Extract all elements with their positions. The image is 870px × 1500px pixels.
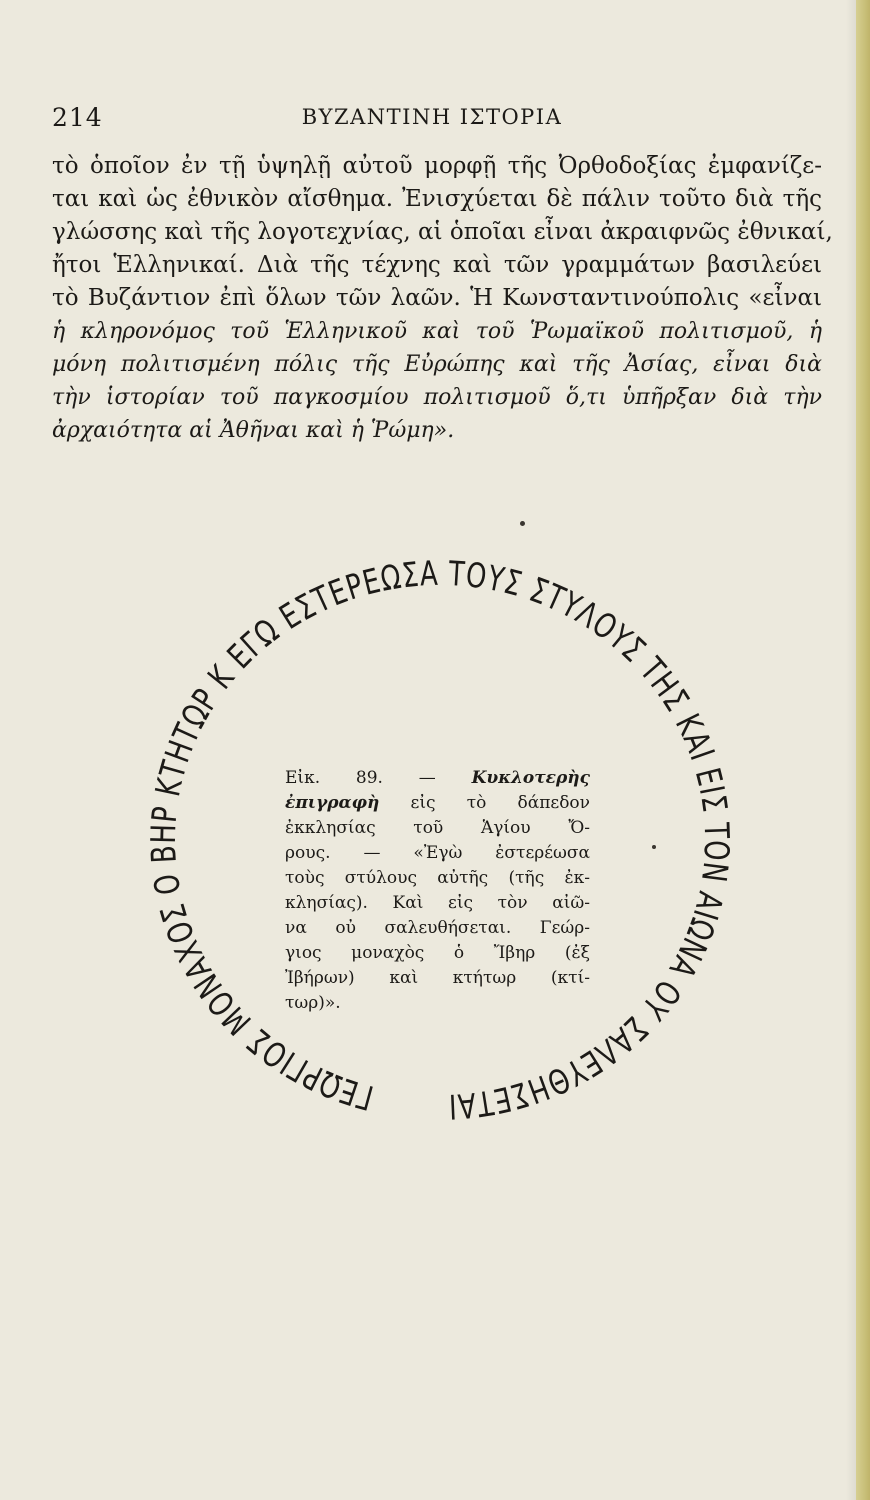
text-line: τὸ ὁποῖον ἐν τῇ ὑψηλῇ αὐτοῦ μορφῇ τῆς Ὀρθοδοξίας ἐμφανίζε- [52,153,822,179]
caption-line: κλησίας). Καὶ εἰς τὸν αἰῶ- [285,893,590,913]
caption-title: ἐπιγραφὴ [285,793,380,813]
quote-line: ἡ κληρονόμος τοῦ Ἑλληνικοῦ καὶ τοῦ Ῥωμαϊκοῦ πολιτισμοῦ, ἡ [52,319,822,344]
caption-title: Κυκλοτερὴς [471,768,590,788]
caption-line: γιος μοναχὸς ὁ Ἴβηρ (ἐξ [285,943,590,963]
running-head: ΒΥΖΑΝΤΙΝΗ ΙΣΤΟΡΙΑ [301,105,563,129]
caption-line [285,766,590,791]
inscription-dot [652,845,656,849]
body-text [52,150,833,447]
section-divider-dot [520,521,525,526]
page-number: 214 [52,103,103,132]
page-header [52,103,812,139]
caption-line: τωρ)». [285,993,341,1013]
caption-line: ἐκκλησίας τοῦ Ἁγίου Ὄ- [285,818,590,838]
text-line: ται καὶ ὡς ἐθνικὸν αἴσθημα. Ἐνισχύεται δὲ πάλιν τοῦτο διὰ τῆς [52,186,822,212]
caption-text: εἰς τὸ δάπεδον [379,793,590,813]
text-line: τὸ Βυζάντιον ἐπὶ ὅλων τῶν λαῶν. Ἡ Κωνσταντινούπολις «εἶναι [52,285,822,311]
text-line: γλώσσης καὶ τῆς λογοτεχνίας, αἱ ὁποῖαι εἶναι ἀκραιφνῶς ἐθνικαί, [52,219,833,245]
caption-line [285,791,590,816]
figure-caption [285,766,590,1016]
caption-label: Εἰκ. 89. — [285,768,472,788]
page-gutter-shadow [846,0,856,1500]
text-line: ἤτοι Ἑλληνικαί. Διὰ τῆς τέχνης καὶ τῶν γραμμάτων βασιλεύει [52,252,822,278]
page-edge [856,0,870,1500]
caption-line: τοὺς στύλους αὐτῆς (τῆς ἐκ- [285,868,590,888]
quote-line: ἀρχαιότητα αἱ Ἀθῆναι καὶ ἡ Ῥώμη». [52,418,455,443]
quote-line: μόνη πολιτισμένη πόλις τῆς Εὐρώπης καὶ τῆς Ἀσίας, εἶναι διὰ [52,352,822,377]
quote-line: τὴν ἱστορίαν τοῦ παγκοσμίου πολιτισμοῦ ὅ,τι ὑπῆρξαν διὰ τὴν [52,385,822,410]
caption-line: ρους. — «Ἐγὼ ἐστερέωσα [285,843,590,863]
caption-line: να οὐ σαλευθήσεται. Γεώρ- [285,918,590,938]
inscription-path-text: ΓΕΩΡΓΙΟΣ ΜΟΝΑΧΟΣ Ο ΒΗΡ ΚΤΗΤΩΡ Κ ΕΓΩ ΕΣΤΕΡΕΩΣΑ ΤΟΥΣ ΣΤΥΛΟΥΣ ΤΗΣ ΚΑΙ ΕΙΣ ΤΟΝ ΑΙΩΝΑ ΟΥ ΣΑΛΕΥΘΗΣΕΤΑΙ [143,560,737,1120]
caption-line: Ἰβήρων) καὶ κτήτωρ (κτί- [285,968,590,988]
